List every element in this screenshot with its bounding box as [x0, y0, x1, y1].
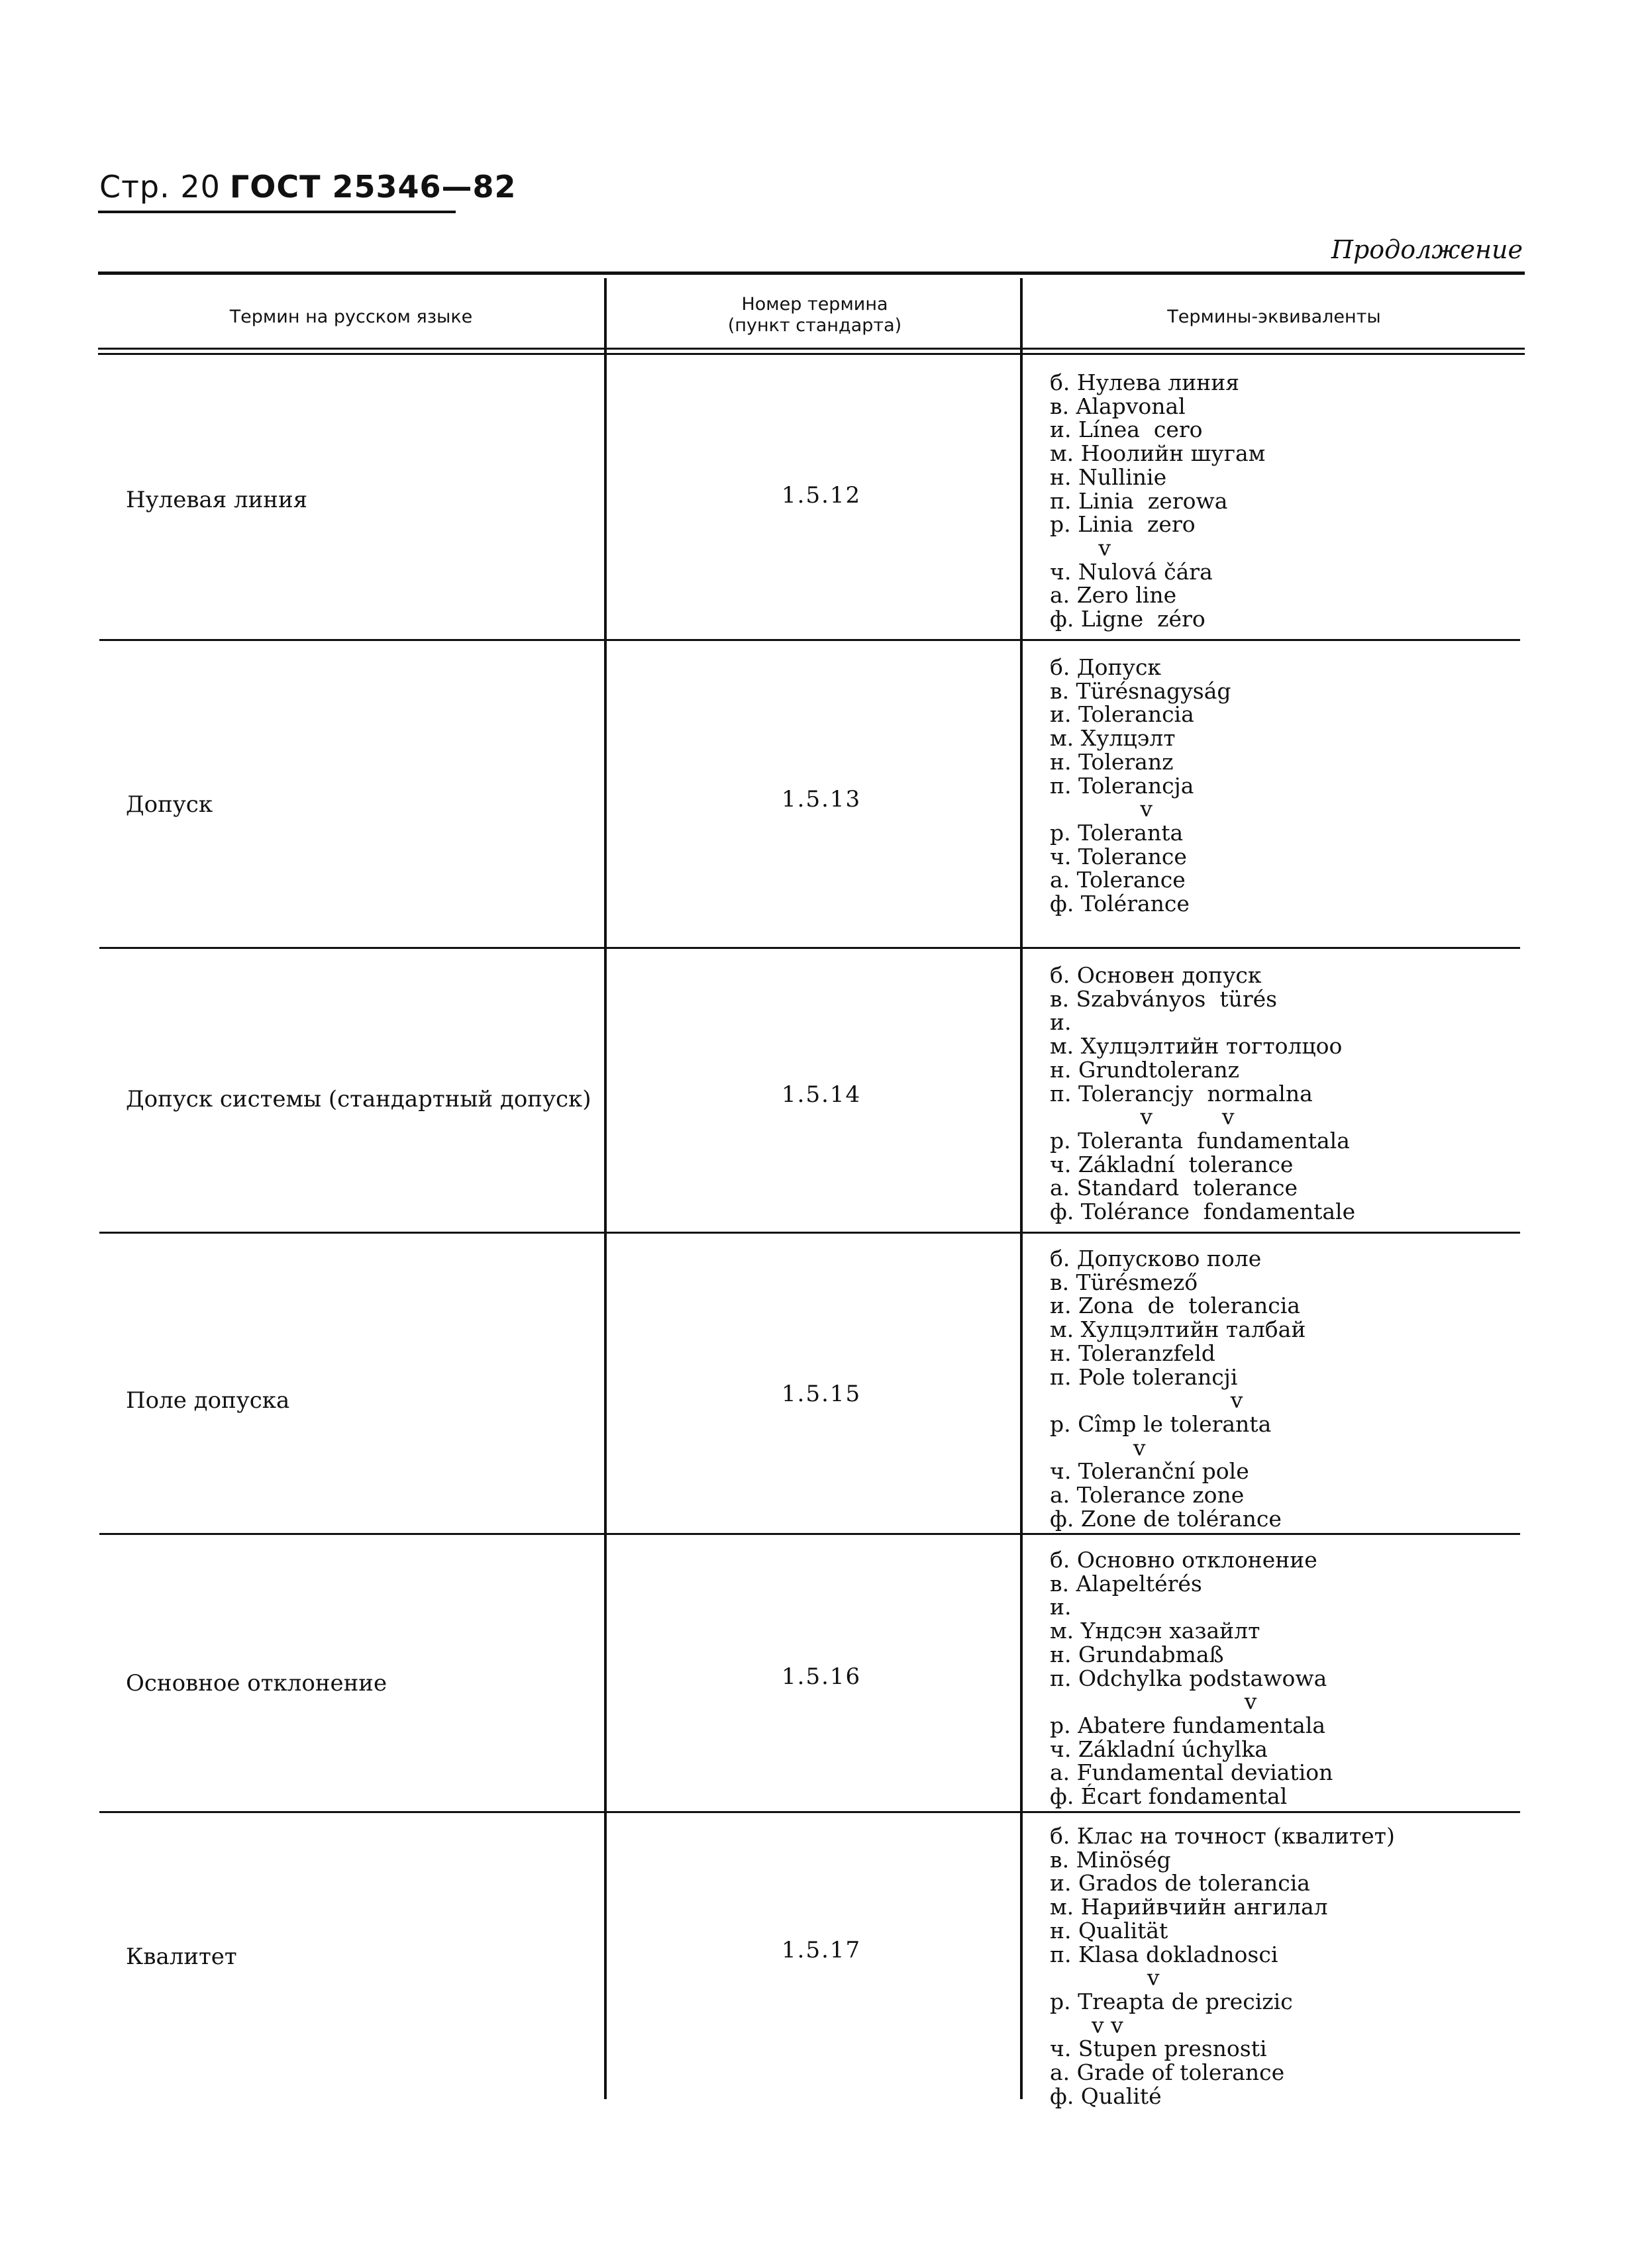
page-label: Стр. 20 [99, 169, 221, 205]
header-rule-a [98, 348, 1525, 350]
gost-number: ГОСТ 25346—82 [229, 169, 517, 205]
equivalents-cell: б. Нулева линия в. Alapvonal и. Línea cero м. Ноолийн шугам н. Nullinie п. Linia zerowa р. Linia zero v ч. Nulová čára а. Zero line ф. Ligne zéro [1050, 370, 1266, 632]
equivalents-cell: б. Основен допуск в. Szabványos türés и. м. Хулцэлтийн тогтолцоо н. Grundtoleranz п. Tolerancjy normalna v v р. Toleranta fundamentala ч. Základní tolerance а. Standard tolerance ф. Tolérance fondamentale [1050, 962, 1356, 1225]
term-cell: Допуск [126, 791, 213, 818]
term-number: 1.5.12 [782, 482, 862, 509]
equivalents-cell: б. Допусково поле в. Türésmező и. Zona de tolerancia м. Хулцэлтийн талбай н. Toleranzfeld п. Pole tolerancji v р. Cîmp le toleranta v ч. Toleranční pole а. Tolerance zone ф. Zone de tolérance [1050, 1246, 1306, 1532]
column-divider-2 [1020, 278, 1023, 2099]
term-cell: Допуск системы (стандартный допуск) [126, 1086, 591, 1112]
column-header-term: Термин на русском языке [229, 307, 473, 327]
term-number: 1.5.17 [782, 1937, 862, 1963]
table-top-rule [98, 271, 1525, 275]
term-cell: Поле допуска [126, 1387, 290, 1414]
header-rule [98, 211, 456, 213]
row-divider [99, 1811, 1520, 1813]
page-header [99, 169, 517, 205]
term-number: 1.5.14 [782, 1081, 862, 1108]
row-divider [99, 947, 1520, 949]
term-cell: Нулевая линия [126, 487, 308, 513]
column-header-number: Номер термина (пункт стандарта) [727, 294, 902, 336]
term-cell: Квалитет [126, 1944, 237, 1970]
continuation-label: Продолжение [1331, 235, 1523, 264]
term-number: 1.5.13 [782, 786, 862, 813]
column-divider-1 [604, 278, 607, 2099]
column-header-equivalents: Термины-эквиваленты [1167, 307, 1381, 327]
term-cell: Основное отклонение [126, 1670, 387, 1697]
header-rule-b [98, 353, 1525, 355]
term-number: 1.5.15 [782, 1381, 862, 1407]
row-divider [99, 1232, 1520, 1234]
equivalents-cell: б. Допуск в. Türésnagyság и. Tolerancia м. Хулцэлт н. Toleranz п. Tolerancja v р. Toleranta ч. Tolerance а. Tolerance ф. Tolérance [1050, 654, 1231, 917]
term-number: 1.5.16 [782, 1663, 862, 1690]
row-divider [99, 1533, 1520, 1535]
equivalents-cell: б. Основно отклонение в. Alapeltérés и. м. Үндсэн хазайлт н. Grundabmaß п. Odchylka podstawowa v р. Abatere fundamentala ч. Základní úchylka а. Fundamental deviation ф. Écart fondamental [1050, 1547, 1333, 1810]
equivalents-cell: б. Клас на точност (квалитет) в. Minöség и. Grados de tolerancia м. Нарийвчийн ангилал н. Qualität п. Klasa dokladnosci v р. Treapta de precizic v v ч. Stupen presnosti а. Grade of tolerance ф. Qualité [1050, 1823, 1395, 2109]
row-divider [99, 639, 1520, 641]
